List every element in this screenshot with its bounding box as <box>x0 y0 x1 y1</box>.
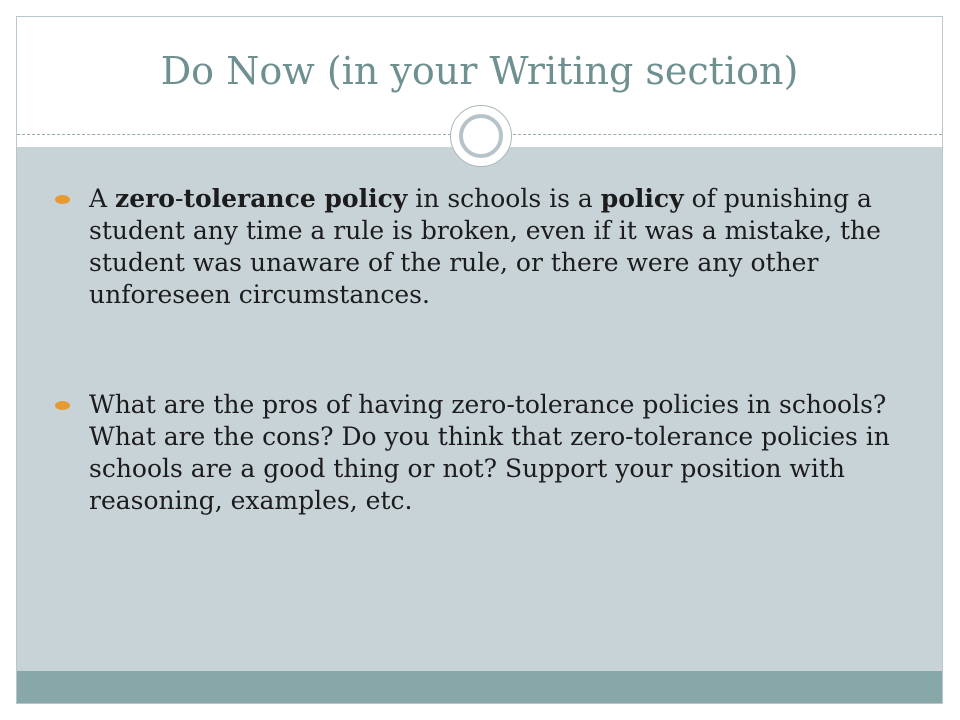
slide <box>16 16 943 704</box>
bottom-bar <box>17 671 942 704</box>
bullet-text: What are the pros of having zero-tolerance policies in schools? What are the cons? Do you think that zero-tolerance policies in schools are a good thing or not? Support your position with reasoning, examples, etc. <box>89 390 890 515</box>
text-segment: in schools is a <box>407 184 601 213</box>
text-segment: - <box>174 184 184 213</box>
text-segment-bold: policy <box>600 184 684 213</box>
text-segment: of punishing a student any time a rule is broken, even if it was a mistake, the student was unaware of the rule, or there were any other unforeseen circumstances. <box>89 184 881 309</box>
bullet-text <box>89 184 881 309</box>
bullet-item-question <box>55 389 915 517</box>
bullet-item-definition <box>55 183 915 311</box>
bullet-list <box>55 183 915 517</box>
bullet-dot-icon <box>55 401 70 410</box>
text-segment-bold: tolerance policy <box>183 184 408 213</box>
text-segment: A <box>89 184 116 213</box>
slide-title: Do Now (in your Writing section) <box>160 49 799 93</box>
text-segment-bold: zero <box>115 184 175 213</box>
bullet-dot-icon <box>55 195 70 204</box>
circle-icon <box>450 105 512 167</box>
